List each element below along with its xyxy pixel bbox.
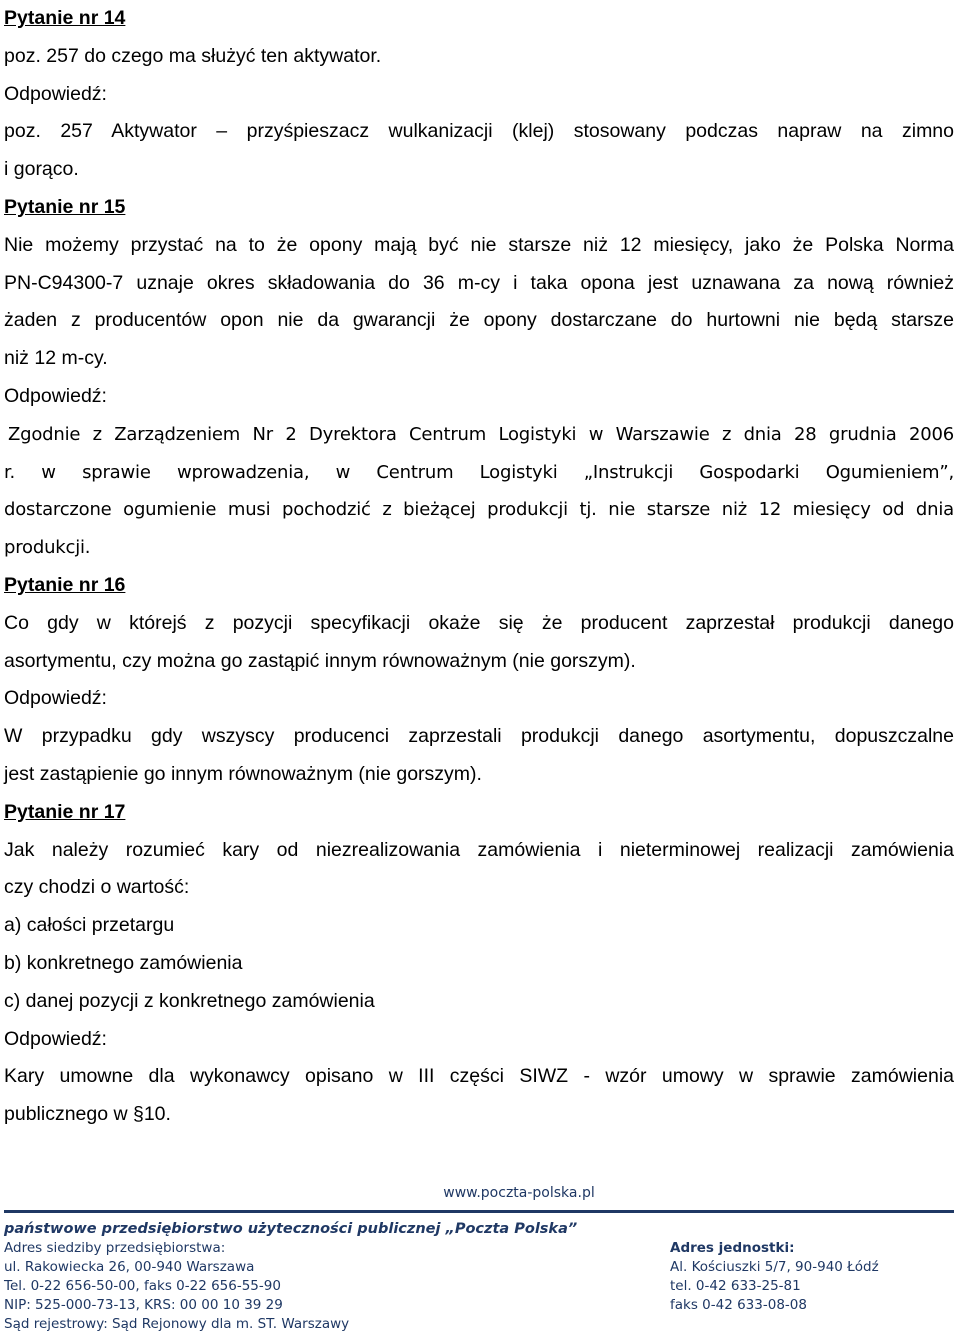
question-15-line: Nie możemy przystać na to że opony mają być nie starsze niż 12 miesięcy, jako że Polska Norma — [4, 233, 954, 256]
footer-hq-address — [4, 1239, 349, 1334]
question-17-line: czy chodzi o wartość: — [4, 876, 190, 899]
question-15-line: żaden z producentów opon nie da gwarancji że opony dostarczane do hurtowni nie będą starsze — [4, 309, 954, 332]
answer-15-line: r. w sprawie wprowadzenia, w Centrum Logistyki „Instrukcji Gospodarki Ogumieniem”, — [4, 461, 954, 483]
answer-14-label: Odpowiedź: — [4, 82, 107, 105]
answer-15-label: Odpowiedź: — [4, 384, 107, 407]
answer-14-line: poz. 257 Aktywator – przyśpieszacz wulkanizacji (klej) stosowany podczas napraw na zimno — [4, 120, 954, 143]
footer-hq-court: Sąd rejestrowy: Sąd Rejonowy dla m. ST. Warszawy — [4, 1316, 350, 1332]
answer-16-line: W przypadku gdy wszyscy producenci zaprzestali produkcji danego asortymentu, dopuszczalne — [4, 725, 954, 748]
question-15-line: niż 12 m-cy. — [4, 347, 108, 370]
answer-16-label: Odpowiedź: — [4, 687, 107, 710]
footer-hq-nip: NIP: 525-000-73-13, KRS: 00 00 10 39 29 — [4, 1297, 283, 1313]
question-14-title: Pytanie nr 14 — [4, 7, 126, 29]
answer-17-label: Odpowiedź: — [4, 1027, 107, 1050]
question-14-text: poz. 257 do czego ma służyć ten aktywator. — [4, 44, 382, 67]
footer-unit-fax: faks 0-42 633-08-08 — [670, 1297, 807, 1313]
footer-hq-phone: Tel. 0-22 656-50-00, faks 0-22 656-55-90 — [4, 1278, 281, 1294]
answer-17-line: publicznego w §10. — [4, 1103, 171, 1126]
question-17-option-a: a) całości przetargu — [4, 914, 175, 937]
question-16-title: Pytanie nr 16 — [4, 573, 126, 596]
footer-unit-street: Al. Kościuszki 5/7, 90-940 Łódź — [670, 1259, 879, 1275]
answer-15-line: produkcji. — [4, 537, 91, 559]
question-17-option-b: b) konkretnego zamówienia — [4, 951, 243, 974]
document-body — [4, 0, 954, 1134]
footer-unit-phone: tel. 0-42 633-25-81 — [670, 1278, 801, 1294]
footer-org-name: państwowe przedsiębiorstwo użyteczności publicznej „Poczta Polska” — [4, 1221, 578, 1237]
answer-16-line: jest zastąpienie go innym równoważnym (nie gorszym). — [4, 762, 482, 785]
footer-unit-address — [670, 1239, 879, 1315]
footer-unit-heading: Adres jednostki: — [670, 1240, 795, 1256]
question-17-line: Jak należy rozumieć kary od niezrealizowania zamówienia i nieterminowej realizacji zamówienia — [4, 838, 954, 861]
footer-divider — [4, 1210, 954, 1213]
answer-15-line: dostarczone ogumienie musi pochodzić z bieżącej produkcji tj. nie starsze niż 12 miesięcy od dnia — [4, 499, 954, 521]
footer-hq-street: ul. Rakowiecka 26, 00-940 Warszawa — [4, 1259, 255, 1275]
answer-14-line: i gorąco. — [4, 158, 79, 181]
page-footer — [4, 1182, 954, 1332]
question-16-line: asortymentu, czy można go zastąpić innym równoważnym (nie gorszym). — [4, 649, 636, 672]
question-15-line: PN-C94300-7 uznaje okres składowania do 36 m-cy i taka opona jest uznawana za nową również — [4, 271, 954, 294]
question-17-title: Pytanie nr 17 — [4, 800, 126, 823]
answer-15-line: Zgodnie z Zarządzeniem Nr 2 Dyrektora Centrum Logistyki w Warszawie z dnia 28 grudnia 2006 — [8, 423, 954, 445]
question-16-line: Co gdy w którejś z pozycji specyfikacji okaże się że producent zaprzestał produkcji danego — [4, 611, 954, 634]
footer-website: www.poczta-polska.pl — [443, 1185, 595, 1201]
question-17-option-c: c) danej pozycji z konkretnego zamówienia — [4, 989, 375, 1012]
question-15-title: Pytanie nr 15 — [4, 195, 126, 218]
answer-17-line: Kary umowne dla wykonawcy opisano w III części SIWZ - wzór umowy w sprawie zamówienia — [4, 1065, 954, 1088]
footer-hq-heading: Adres siedziby przedsiębiorstwa: — [4, 1240, 226, 1256]
